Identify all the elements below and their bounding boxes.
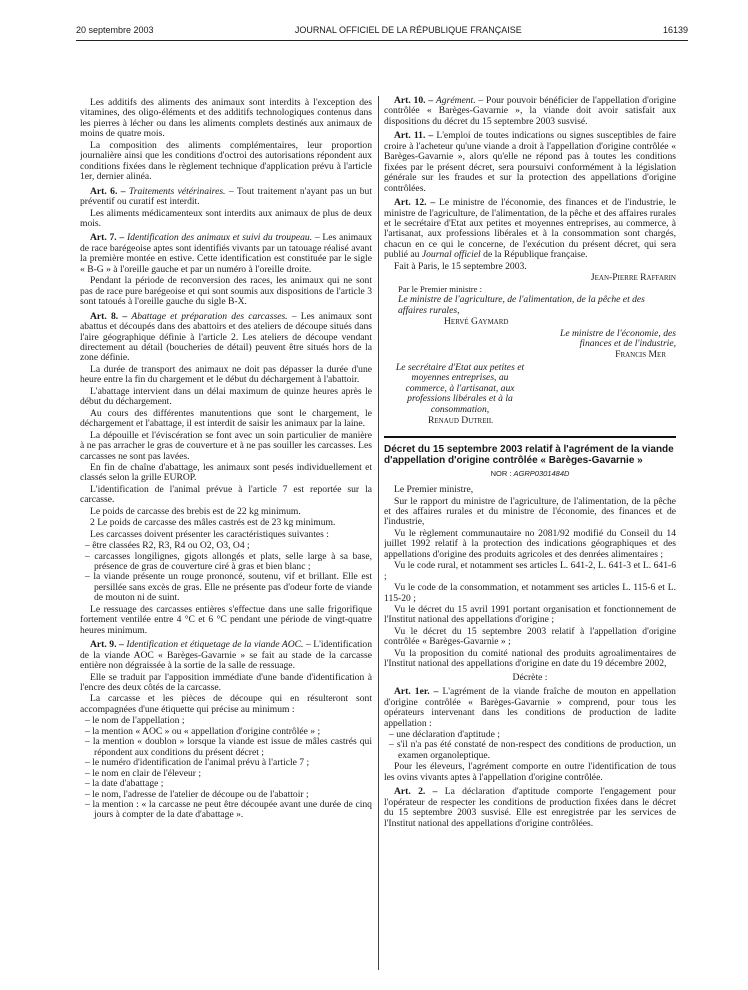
list-item: – le nom de l'appellation ;	[80, 716, 372, 726]
paragraph: En fin de chaîne d'abattage, les animaux sont pesés individuellement et classés selon la grille EUROP.	[80, 461, 372, 484]
list-item: – carcasses longilignes, gigots allongés et plats, selle large à sa base, présence de gras de couverture ciré à gras et bien blanc ;	[80, 552, 372, 573]
label-requirements-list	[80, 716, 372, 821]
article-text: La déclaration d'aptitude comporte l'engagement pour l'opérateur de respecter les conditions de production fixées dans le décret du 15 septembre 2003 susvisé. Elle est enregistrée par les services de l'Institut national des appellations d'origine contrôlées.	[384, 786, 676, 829]
article-11	[384, 131, 676, 194]
list-item: – être classées R2, R3, R4 ou O2, O3, O4 ;	[80, 541, 372, 551]
secretary-state-title: Le secrétaire d'Etat aux petites et moyennes entreprises, au commerce, à l'artisanat, aux professions libérales et à la consommation,	[395, 361, 525, 415]
article-2	[384, 787, 676, 829]
left-column	[80, 98, 372, 978]
decrete-heading: Décrète :	[512, 671, 548, 683]
article-title: Abattage et préparation des carcasses.	[131, 310, 288, 322]
paragraph: Au cours des différentes manutentions que sont le chargement, le déchargement et l'abattage, il est interdit de saisir les animaux par la laine.	[80, 407, 372, 430]
journal-name: Journal officiel	[421, 249, 481, 261]
approval-list	[384, 730, 676, 761]
paragraph: Le Premier ministre,	[394, 484, 474, 496]
paragraph: La durée de transport des animaux ne doit pas dépasser la durée d'une heure entre la fin du chargement et le début du déchargement à l'abattoir.	[80, 363, 372, 386]
article-title: Traitements vétérinaires.	[128, 185, 226, 197]
article-6	[80, 187, 372, 208]
header-rule	[76, 40, 688, 41]
right-column	[384, 96, 676, 976]
article-label: Art. 6. –	[90, 185, 126, 197]
signature-secretary: Renaud Dutreil	[428, 415, 494, 427]
list-item: – s'il n'a pas été constaté de non-respect des conditions de production, un examen organoleptique.	[384, 740, 676, 761]
signature-economy: Francis Mer	[615, 349, 666, 361]
article-text: – Tout traitement n'ayant pas un but préventif ou curatif est interdit.	[80, 185, 372, 208]
paragraph: Le ressuage des carcasses entières s'effectue dans une salle frigorifique fortement ventilée entre 4 °C et 6 °C pendant une période de vingt-quatre heures minimum.	[80, 603, 372, 636]
paragraph: La composition des aliments complémentaires, leur proportion journalière ainsi que les conditions d'octroi des autorisations répondent aux conditions fixées dans le règlement technique d'application prévu à l'article 1er, dernier alinéa.	[80, 139, 372, 183]
minister-economy-title: Le ministre de l'économie, des finances et de l'industrie,	[560, 327, 676, 349]
paragraph: L'identification de l'animal prévue à l'article 7 est reportée sur la carcasse.	[80, 483, 372, 506]
paragraph: Elle se traduit par l'apposition immédiate d'une bande d'identification à l'encre des deux côtés de la carcasse.	[80, 671, 372, 694]
paragraph: Vu le règlement communautaire no 2081/92 modifié du Conseil du 14 juillet 1992 relatif à la protection des indications géographiques et des appellations d'origine des produits agricoles et des denrées alimentaires ;	[384, 527, 676, 560]
article-title: Identification et étiquetage de la viande AOC.	[126, 639, 304, 651]
paragraph: Vu la proposition du comité national des produits agroalimentaires de l'Institut national des appellations d'origine en date du 19 décembre 2002,	[384, 647, 676, 670]
list-item: – la date d'abattage ;	[80, 779, 372, 789]
paragraph: Vu le code de la consommation, et notamment ses articles L. 115-6 et L. 115-20 ;	[384, 582, 676, 604]
minister-agriculture-title: Le ministre de l'agriculture, de l'alimentation, de la pêche et des affaires rurales,	[398, 294, 645, 316]
article-text: de la République française.	[483, 249, 588, 261]
nor-label: NOR :	[490, 468, 512, 478]
article-label: Art. 7. –	[90, 232, 125, 244]
article-label: Art. 10. –	[394, 96, 434, 106]
paragraph: Les aliments médicamenteux sont interdits aux animaux de plus de deux mois.	[80, 207, 372, 229]
article-text: Le ministre de l'économie, des finances et de l'industrie, le ministre de l'agriculture, de l'alimentation, de la pêche et des affaires rurales et le secrétaire d'Etat aux petites et moyennes entreprises, au commerce, à l'artisanat, aux professions libérales et à la consommation sont chargés, chacun en ce qui le concerne, de l'exécution du présent décret, qui sera publié au	[384, 197, 676, 261]
paragraph: 2 Le poids de carcasse des mâles castrés est de 23 kg minimum.	[90, 517, 336, 529]
article-label: Art. 11. –	[394, 130, 434, 142]
paragraph: Les additifs des aliments des animaux sont interdits à l'exception des vitamines, des oligo-éléments et des additifs technologiques contenus dans les pierres à lécher ou dans les aliments complets destinés aux animaux de moins de quatre mois.	[80, 98, 372, 140]
paragraph: Pour les éleveurs, l'agrément comporte en outre l'identification de tous les ovins vivants aptes à l'appellation d'origine contrôlée.	[384, 761, 676, 783]
article-label: Art. 12. –	[394, 197, 436, 209]
header-journal-title: JOURNAL OFFICIEL DE LA RÉPUBLIQUE FRANÇAISE	[294, 25, 522, 35]
signature-agriculture: Hervé Gaymard	[444, 316, 509, 328]
paragraph: La dépouille et l'éviscération se font avec un soin particulier de manière à ne pas arracher le gras de couverture et à ne pas souiller les carcasses. Les carcasses ne sont pas lavées.	[80, 429, 372, 462]
decree-title: Décret du 15 septembre 2003 relatif à l'agrément de la viande d'appellation d'origine contrôlée « Barèges-Gavarnie »	[384, 443, 674, 467]
article-text: – Les animaux sont abattus et découpés dans des abattoirs et des ateliers de découpe situés dans l'aire géographique définie à l'article 2. Les ateliers de découpe vendant directement au détail (boucheries de détail) peuvent être situés hors de la zone définie.	[80, 310, 372, 364]
page-header	[76, 22, 688, 38]
paragraph: Vu le décret du 15 septembre 2003 relatif à l'appellation d'origine contrôlée « Barèges-Gavarnie » ;	[384, 625, 676, 648]
article-title: Agrément.	[435, 96, 476, 106]
paragraph: L'abattage intervient dans un délai maximum de quinze heures après le début du déchargement.	[80, 385, 372, 408]
article-12	[384, 198, 676, 261]
list-item: – la mention « AOC » ou « appellation d'origine contrôlée » ;	[80, 727, 372, 737]
article-1	[384, 687, 676, 729]
list-item: – la mention « doublon » lorsque la viande est issue de mâles castrés qui répondent aux conditions du présent décret ;	[80, 737, 372, 758]
paragraph: Le poids de carcasse des brebis est de 22 kg minimum.	[90, 505, 301, 517]
article-text: – L'identification de la viande AOC « Barèges-Gavarnie » se fait au stade de la carcasse entière non dégraissée à la sortie de la salle de ressuage.	[80, 639, 372, 672]
signature-prime-minister: Jean-Pierre Raffarin	[590, 272, 676, 284]
paragraph: Vu le décret du 15 avril 1991 portant organisation et fonctionnement de l'Institut national des appellations d'origine ;	[384, 604, 676, 626]
paragraph: Les carcasses doivent présenter les caractéristiques suivantes :	[90, 528, 329, 540]
nor-reference	[384, 469, 676, 479]
nor-code: AGRP0301484D	[513, 468, 570, 478]
list-item: – la viande présente un rouge prononcé, soutenu, vif et brillant. Elle est persillée sans excès de gras. Elle ne présente pas d'odeur forte de viande de mouton ni de suint.	[80, 572, 372, 603]
article-text: L'agrément de la viande fraîche de mouton en appellation d'origine contrôlée « Barèges-Gavarnie » comprend, pour tous les opérateurs intervenant dans les conditions de production de ladite appellation :	[384, 686, 676, 729]
article-9	[80, 640, 372, 671]
article-7	[80, 233, 372, 275]
paragraph: Vu le code rural, et notamment ses articles L. 641-2, L. 641-3 et L. 641-6 ;	[384, 560, 676, 582]
article-label: Art. 1er. –	[394, 686, 439, 698]
article-title: Identification des animaux et suivi du troupeau.	[126, 232, 313, 244]
list-item: – la mention : « la carcasse ne peut être découpée avant une durée de cinq jours à compter de la date d'abattage ».	[80, 800, 372, 821]
paragraph: La carcasse et les pièces de découpe qui en résulteront sont accompagnées d'une étiquette qui précise au minimum :	[80, 693, 372, 715]
article-label: Art. 8. –	[90, 310, 128, 322]
list-item: – le nom en clair de l'éleveur ;	[80, 769, 372, 779]
list-item: – le nom, l'adresse de l'atelier de découpe ou de l'abattoir ;	[80, 790, 372, 800]
article-label: Art. 9. –	[90, 639, 124, 651]
article-text: – Les animaux de race barégeoise aptes sont identifiés vivants par un tatouage réalisé avant la première montée en estive. Cette identification est constituée par le sigle « B-G » à l'oreille gauche et par un numéro à l'oreille droite.	[80, 232, 372, 275]
article-text: – Pour pouvoir bénéficier de l'appellation d'origine contrôlée « Barèges-Gavarnie », la viande doit avoir satisfait aux dispositions du décret du 15 septembre 2003 susvisé.	[384, 96, 676, 127]
article-label: Art. 2. –	[394, 786, 438, 798]
decree-separator	[384, 436, 676, 438]
article-text: L'emploi de toutes indications ou signes susceptibles de faire croire à l'acheteur qu'une viande a droit à l'appellation d'origine contrôlée « Barèges-Gavarnie », alors qu'elle ne répond pas à toutes les conditions fixées par le présent décret, sera poursuivi conformément à la législation générale sur les fraudes et sur la protection des appellations d'origine contrôlées.	[384, 130, 676, 194]
done-at: Fait à Paris, le 15 septembre 2003.	[394, 260, 527, 272]
list-item: – une déclaration d'aptitude ;	[384, 730, 676, 740]
list-item: – le numéro d'identification de l'animal prévu à l'article 7 ;	[80, 758, 372, 768]
header-page-number: 16139	[662, 25, 688, 35]
by-prime-minister: Par le Premier ministre :	[398, 283, 483, 294]
column-divider	[378, 96, 379, 970]
paragraph: Sur le rapport du ministre de l'agriculture, de l'alimentation, de la pêche et des affaires rurales et du ministre de l'économie, des finances et de l'industrie,	[384, 495, 676, 528]
article-8	[80, 312, 372, 364]
carcass-characteristics-list	[80, 541, 372, 604]
article-10	[384, 96, 676, 127]
header-date: 20 septembre 2003	[76, 25, 154, 35]
paragraph: Pendant la période de reconversion des races, les animaux qui ne sont pas de race pure barégeoise et qui sont soumis aux dispositions de l'article 3 sont tatoués à l'oreille gauche du sigle B-X.	[80, 275, 372, 308]
